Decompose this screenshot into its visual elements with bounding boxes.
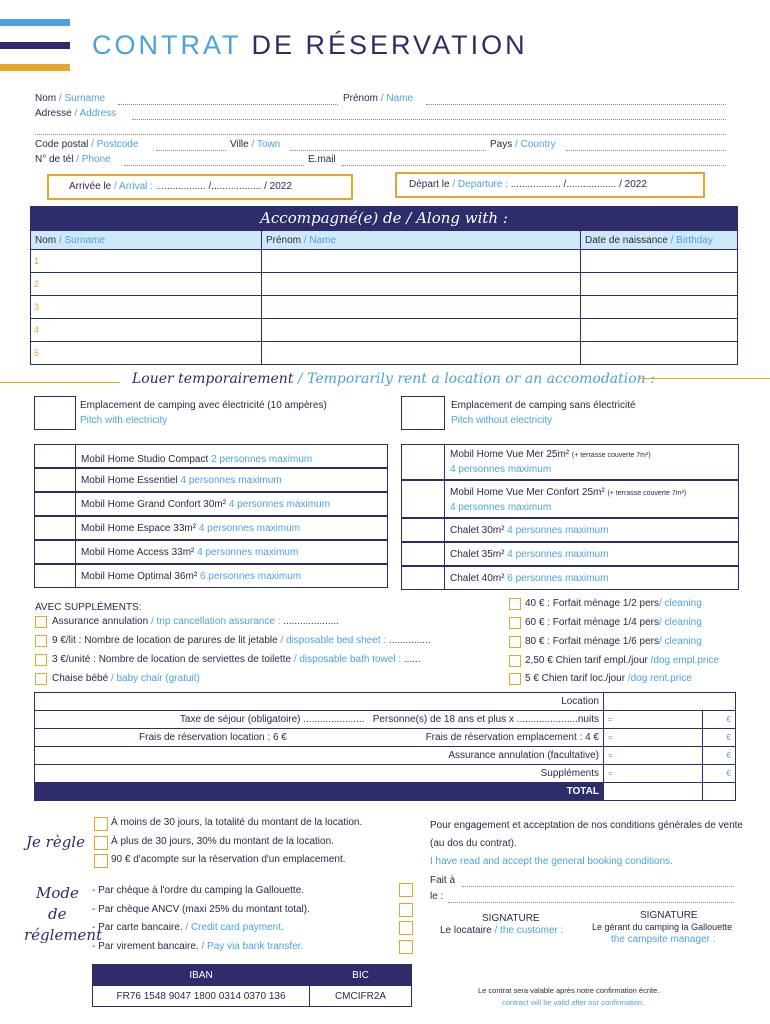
table-row xyxy=(31,250,738,273)
departure-date-field[interactable]: Départ le / Departure : .................. /.................. / 2022 xyxy=(395,172,705,198)
supp-right-checkbox-2[interactable] xyxy=(509,636,521,648)
email-label: E.mail xyxy=(308,154,336,165)
je-regle-label: Je règle xyxy=(26,833,85,851)
supp-right-item-2: 80 € : Forfait ménage 1/6 pers/ cleaning xyxy=(525,636,702,647)
ville-field[interactable] xyxy=(290,150,486,151)
email-field[interactable] xyxy=(342,165,726,166)
pay-option-1: À plus de 30 jours, 30% du montant de la location. xyxy=(111,836,334,847)
adresse-field-2[interactable] xyxy=(35,134,726,135)
taxe-label: Taxe de séjour (obligatoire) ...................... Personne(s) de 18 ans et plus x ......................nuits xyxy=(35,711,604,729)
chalet-item-0: Chalet 30m² 4 personnes maximum xyxy=(445,518,739,542)
assurance-label: Assurance annulation (facultative) xyxy=(35,747,604,765)
taxe-eq: = xyxy=(604,711,703,729)
chalet-checkbox-2[interactable] xyxy=(401,566,445,590)
sig1-title: SIGNATURE xyxy=(482,913,540,924)
pay-option-0: À moins de 30 jours, la totalité du montant de la location. xyxy=(111,817,363,828)
chalet-item-1: Chalet 35m² 4 personnes maximum xyxy=(445,542,739,566)
fait-field[interactable] xyxy=(462,886,734,887)
row-prenom[interactable] xyxy=(262,250,581,273)
supp-right-checkbox-3[interactable] xyxy=(509,655,521,667)
chalet-checkbox-1[interactable] xyxy=(401,542,445,566)
bic-value: CMCIFR2A xyxy=(310,986,412,1007)
mode-label-1: Mode xyxy=(36,884,79,902)
row-number[interactable]: 5 xyxy=(31,342,262,365)
frais-label: Frais de réservation location : 6 € Frais de réservation emplacement : 4 € xyxy=(35,729,604,747)
mode-label-2: de xyxy=(48,905,67,923)
row-prenom[interactable] xyxy=(262,319,581,342)
mode-label-3: réglement xyxy=(24,926,103,944)
row-number[interactable]: 3 xyxy=(31,296,262,319)
table-row xyxy=(31,319,738,342)
location-value[interactable] xyxy=(604,693,736,711)
row-dob[interactable] xyxy=(581,250,738,273)
supp-item-0: Assurance annulation / trip cancellation assurance : .................... xyxy=(52,616,339,627)
supp-item-3: Chaise bébé / baby chair (gratuit) xyxy=(52,673,200,684)
row-prenom[interactable] xyxy=(262,273,581,296)
mh-item-0: Mobil Home Studio Compact 2 personnes maximum xyxy=(76,444,388,468)
iban-header: IBAN xyxy=(93,965,310,986)
supp-right-item-0: 40 € : Forfait ménage 1/2 pers/ cleaning xyxy=(525,598,702,609)
mode-checkbox-3[interactable] xyxy=(399,940,413,954)
supp-right-item-3: 2,50 € Chien tarif empl./jour /dog empl.price xyxy=(525,655,719,666)
supp-right-item-4: 5 € Chien tarif loc./jour /dog rent.price xyxy=(525,673,692,684)
prenom-label: Prénom / Name xyxy=(343,93,414,104)
mh-item-4: Mobil Home Access 33m² 4 personnes maximum xyxy=(76,540,388,564)
frais-eq: = xyxy=(604,729,703,747)
mh-right-item-0: Mobil Home Vue Mer 25m² (+ terrasse couverte 7m²) 4 personnes maximum xyxy=(445,444,739,480)
pitch-elec-checkbox[interactable] xyxy=(34,396,76,430)
mh-item-2: Mobil Home Grand Confort 30m² 4 personnes maximum xyxy=(76,492,388,516)
le-field[interactable] xyxy=(448,902,734,903)
pitch-noelec-en: Pitch without electricity xyxy=(451,415,553,426)
taxe-value[interactable]: € xyxy=(703,711,736,729)
col-prenom: Prénom / Name xyxy=(262,231,581,250)
cp-field[interactable] xyxy=(156,150,226,151)
location-label: Location xyxy=(35,693,604,711)
row-prenom[interactable] xyxy=(262,342,581,365)
pay-option-checkbox-0[interactable] xyxy=(94,817,108,831)
rent-rule-left xyxy=(0,382,120,383)
pitch-noelec-fr: Emplacement de camping sans électricité xyxy=(451,400,636,411)
supp-checkbox-3[interactable] xyxy=(35,673,47,685)
mh-right-checkbox-1[interactable] xyxy=(401,480,445,518)
adresse-label: Adresse / Address xyxy=(35,108,117,119)
pays-label: Pays / Country xyxy=(490,139,556,150)
supp-item-1: 9 €/lit : Nombre de location de parures de lit jetable / disposable bed sheet : ............... xyxy=(52,635,431,646)
note-fr: Le contrat sera valable après notre confirmation écrite. xyxy=(478,986,660,995)
sig2-label-en: the campsite manager : xyxy=(611,934,716,945)
pay-option-2: 90 € d'acompte sur la réservation d'un emplacement. xyxy=(111,854,346,865)
supp-right-item-1: 60 € : Forfait ménage 1/4 pers/ cleaning xyxy=(525,617,702,628)
mode-2: - Par carte bancaire. / Credit card payment. xyxy=(92,922,284,933)
row-dob[interactable] xyxy=(581,342,738,365)
mh-item-3: Mobil Home Espace 33m² 4 personnes maximum xyxy=(76,516,388,540)
chalet-item-2: Chalet 40m² 6 personnes maximum xyxy=(445,566,739,590)
iban-value: FR76 1548 9047 1800 0314 0370 136 xyxy=(93,986,310,1007)
ville-label: Ville / Town xyxy=(230,139,281,150)
mode-checkbox-2[interactable] xyxy=(399,921,413,935)
supplements-label: Suppléments xyxy=(35,765,604,783)
agreement-text: Pour engagement et acceptation de nos conditions générales de vente (au dos du contrat). I have read and accept the general booking conditions. xyxy=(430,820,743,867)
mh-checkbox-2[interactable] xyxy=(34,492,76,516)
pay-option-checkbox-2[interactable] xyxy=(94,854,108,868)
mode-1: - Par chèque ANCV (maxi 25% du montant total). xyxy=(92,904,310,915)
supplements-eq: = xyxy=(604,765,703,783)
chalet-checkbox-0[interactable] xyxy=(401,518,445,542)
mh-checkbox-0[interactable] xyxy=(34,444,76,468)
pays-field[interactable] xyxy=(566,150,726,151)
accompanied-title: Accompagné(e) de / Along with : xyxy=(30,206,738,230)
row-dob[interactable] xyxy=(581,296,738,319)
mh-item-1: Mobil Home Essentiel 4 personnes maximum xyxy=(76,468,388,492)
supp-right-checkbox-4[interactable] xyxy=(509,673,521,685)
col-nom: Nom / Surname xyxy=(31,231,262,250)
totals-table xyxy=(34,692,736,801)
mh-checkbox-4[interactable] xyxy=(34,540,76,564)
row-number[interactable]: 2 xyxy=(31,273,262,296)
prenom-field[interactable] xyxy=(426,104,726,105)
total-value[interactable]: € xyxy=(703,783,736,801)
bic-header: BIC xyxy=(310,965,412,986)
mode-checkbox-1[interactable] xyxy=(399,903,413,917)
nom-label: Nom / Surname xyxy=(35,93,106,104)
table-row xyxy=(31,273,738,296)
arrival-date-field[interactable]: Arrivée le / Arrival : .................. /.................. / 2022 xyxy=(47,174,353,200)
le-label: le : xyxy=(430,891,444,902)
supp-item-2: 3 €/unité : Nombre de location de serviettes de toilette / disposable bath towel : ...... xyxy=(52,654,421,665)
pay-option-checkbox-1[interactable] xyxy=(94,836,108,850)
mh-checkbox-5[interactable] xyxy=(34,564,76,588)
title-part2: DE RÉSERVATION xyxy=(251,30,528,60)
sig2-label: Le gérant du camping la Gallouette xyxy=(592,922,733,932)
mh-checkbox-3[interactable] xyxy=(34,516,76,540)
adresse-field[interactable] xyxy=(132,119,726,120)
mode-3: - Par virement bancaire. / Pay via bank transfer. xyxy=(92,941,304,952)
nom-field[interactable] xyxy=(118,104,338,105)
frais-value[interactable]: € xyxy=(703,729,736,747)
sig2-title: SIGNATURE xyxy=(640,910,698,921)
supp-checkbox-1[interactable] xyxy=(35,635,47,647)
row-number[interactable]: 4 xyxy=(31,319,262,342)
col-dob: Date de naissance / Birthday xyxy=(581,231,738,250)
fait-label: Fait à xyxy=(430,875,456,886)
mode-0: - Par chèque à l'ordre du camping la Gallouette. xyxy=(92,885,305,896)
pitch-elec-fr: Emplacement de camping avec électricité (10 ampères) xyxy=(80,400,327,411)
supp-checkbox-0[interactable] xyxy=(35,616,47,628)
total-label: TOTAL xyxy=(35,783,604,801)
assurance-eq: = xyxy=(604,747,703,765)
supp-right-checkbox-0[interactable] xyxy=(509,598,521,610)
header-bar-navy xyxy=(0,42,70,49)
title-part1: CONTRAT xyxy=(92,30,241,60)
assurance-value[interactable]: € xyxy=(703,747,736,765)
sig1-label: Le locataire / the customer : xyxy=(440,925,564,936)
supplements-title: AVEC SUPPLÉMENTS: xyxy=(35,602,142,613)
pitch-elec-en: Pitch with electricity xyxy=(80,415,168,426)
supp-right-checkbox-1[interactable] xyxy=(509,617,521,629)
rent-rule-right xyxy=(640,378,770,379)
tel-field[interactable] xyxy=(124,165,304,166)
mh-checkbox-1[interactable] xyxy=(34,468,76,492)
pitch-noelec-checkbox[interactable] xyxy=(401,396,445,430)
mh-right-item-1: Mobil Home Vue Mer Confort 25m² (+ terrasse couverte 7m²) 4 personnes maximum xyxy=(445,480,739,518)
note-en: contract will be valid after our confirmation. xyxy=(502,998,645,1007)
mh-right-checkbox-0[interactable] xyxy=(401,444,445,480)
mode-checkbox-0[interactable] xyxy=(399,883,413,897)
mh-item-5: Mobil Home Optimal 36m² 6 personnes maximum xyxy=(76,564,388,588)
table-row xyxy=(31,296,738,319)
header-bar-gold xyxy=(0,64,70,71)
page-title xyxy=(92,30,528,61)
table-row xyxy=(31,342,738,365)
header-bar-blue xyxy=(0,19,70,26)
supp-checkbox-2[interactable] xyxy=(35,654,47,666)
rent-title: Louer temporairement / Temporarily rent a location or an accomodation : xyxy=(132,371,655,387)
row-number[interactable]: 1 xyxy=(31,250,262,273)
cp-label: Code postal / Postcode xyxy=(35,139,139,150)
row-dob[interactable] xyxy=(581,319,738,342)
accompanied-table xyxy=(30,206,738,365)
row-dob[interactable] xyxy=(581,273,738,296)
row-prenom[interactable] xyxy=(262,296,581,319)
tel-label: N° de tél / Phone xyxy=(35,154,111,165)
iban-table xyxy=(92,964,412,1007)
total-eq: = xyxy=(604,783,703,801)
supplements-value[interactable]: € xyxy=(703,765,736,783)
